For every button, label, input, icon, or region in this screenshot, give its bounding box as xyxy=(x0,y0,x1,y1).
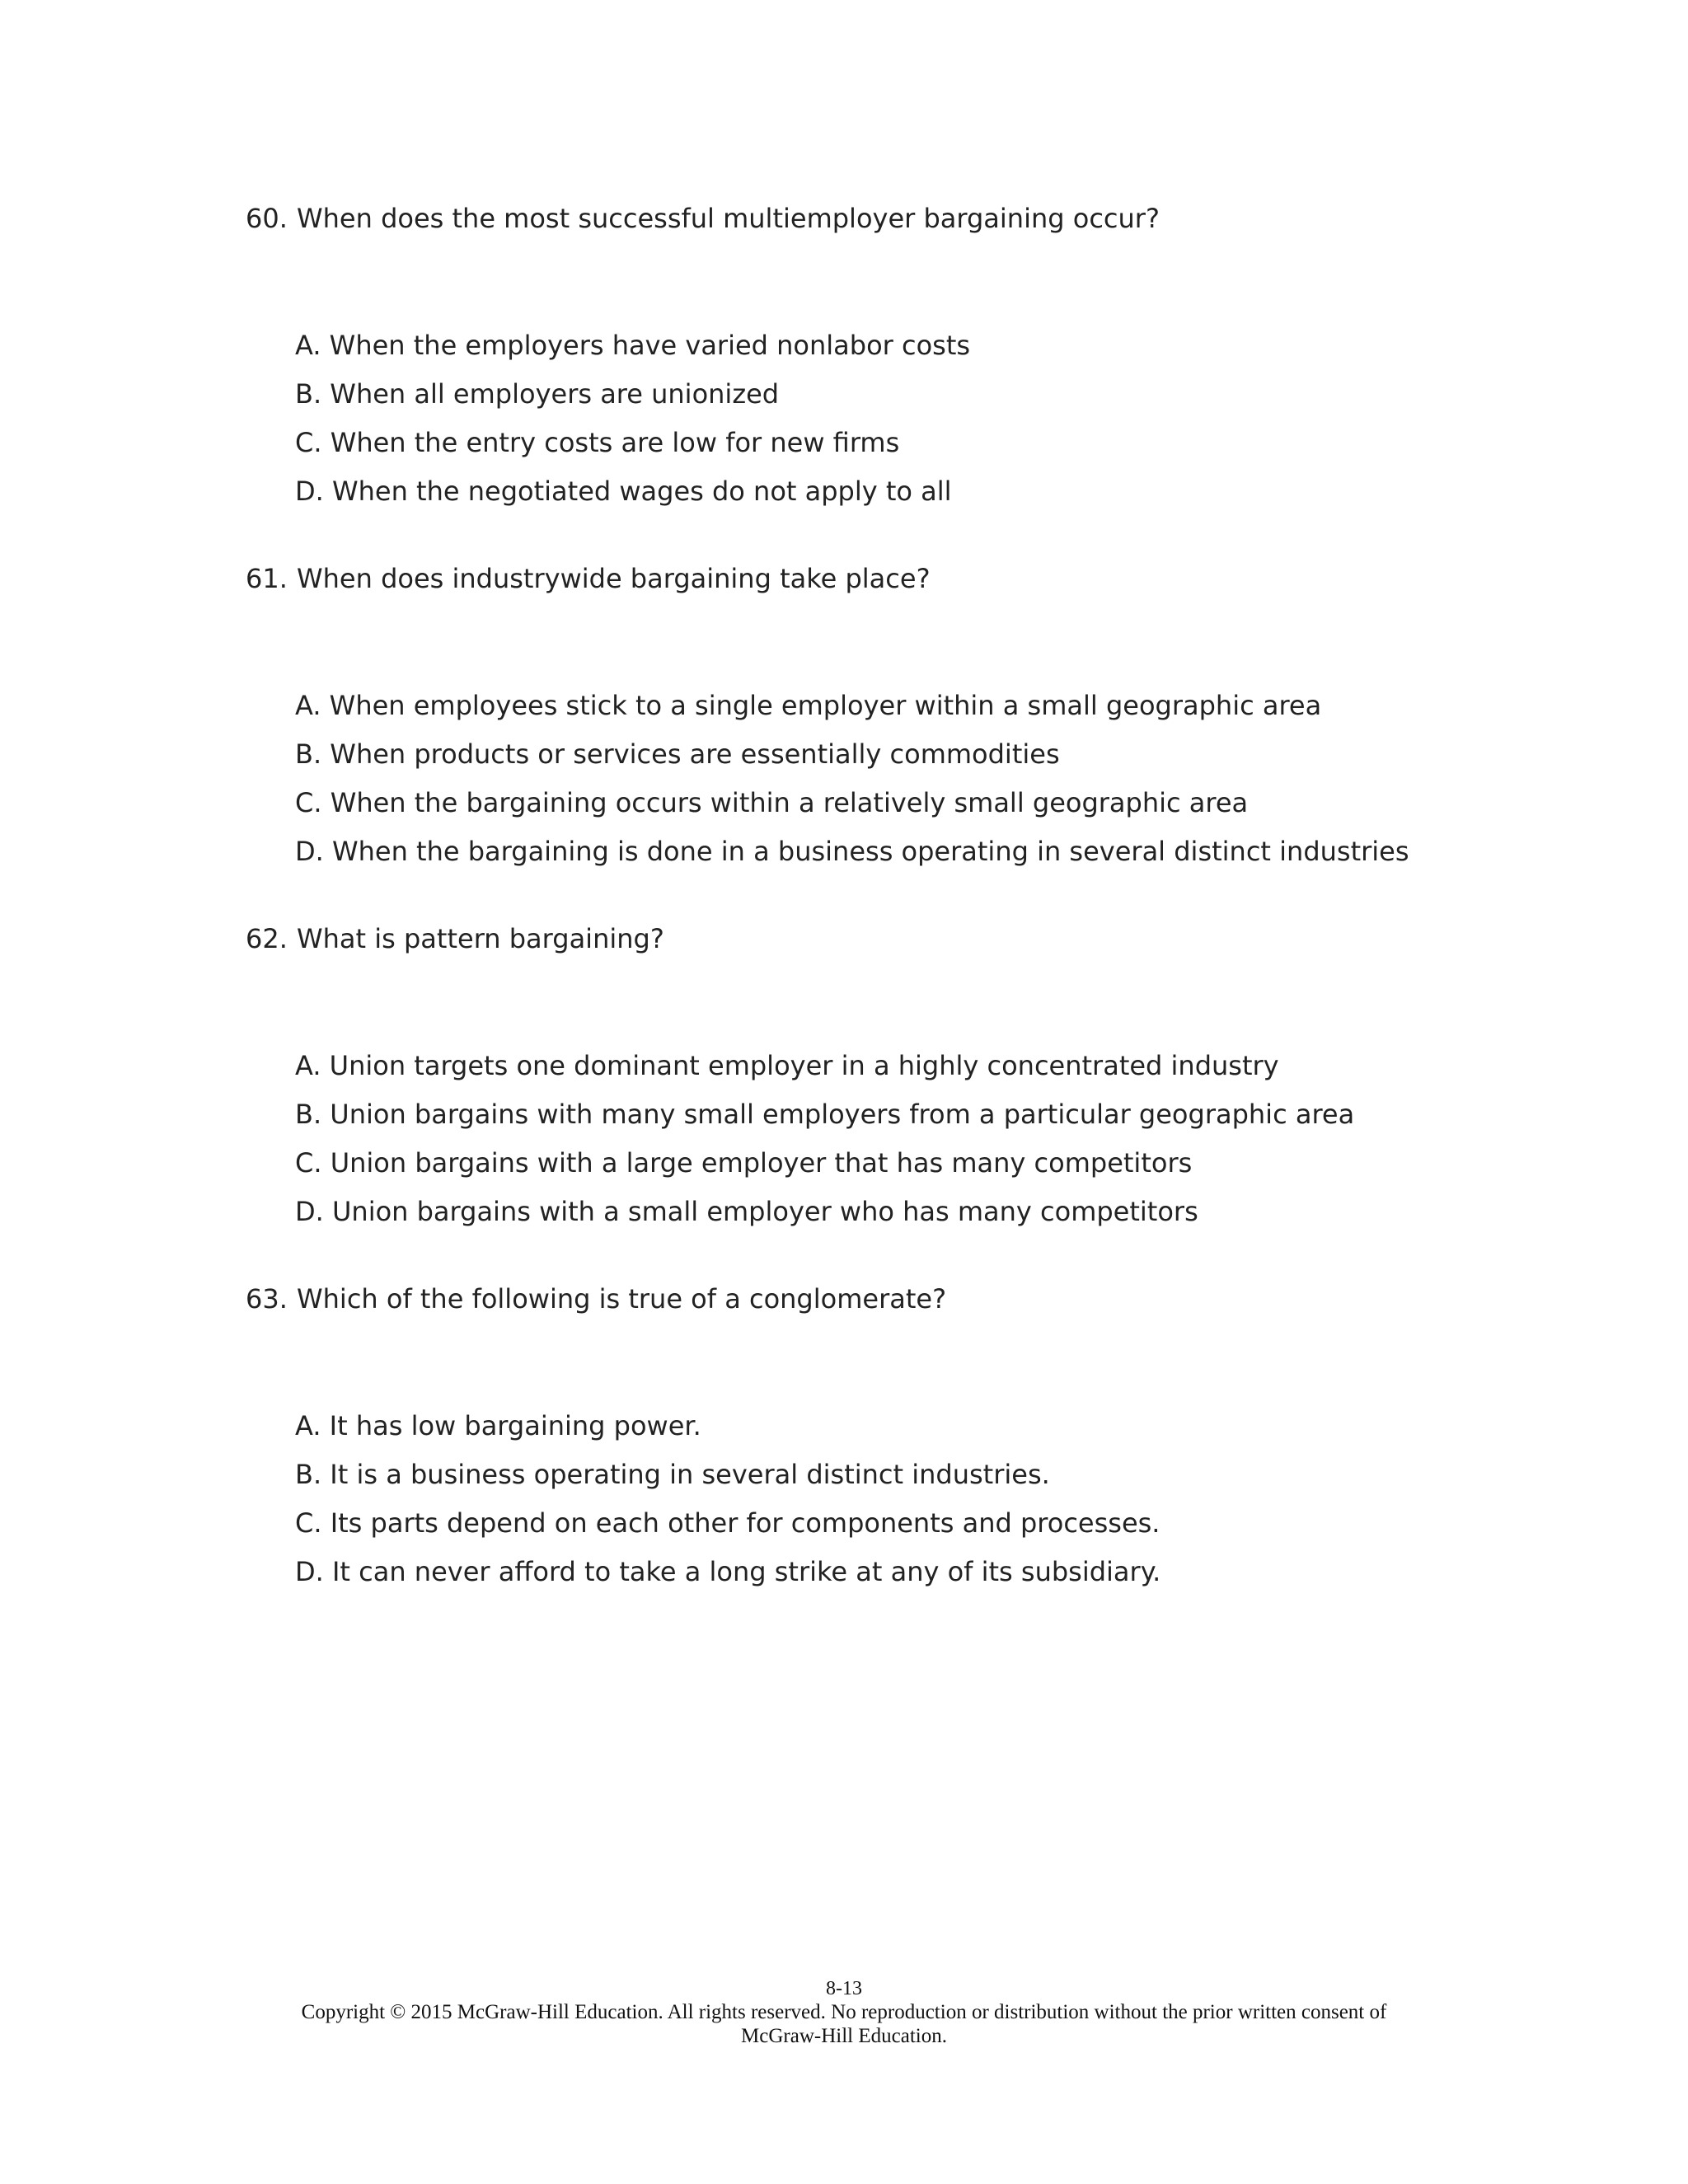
page-number: 8-13 xyxy=(826,1978,862,1999)
answer-option-d: D. When the negotiated wages do not apply to all xyxy=(295,476,952,507)
question-61 xyxy=(246,560,1564,869)
answer-option-c: C. Its parts depend on each other for components and processes. xyxy=(295,1507,1160,1539)
answer-option-d: D. Union bargains with a small employer who has many competitors xyxy=(295,1196,1198,1227)
answer-option-d: D. When the bargaining is done in a business operating in several distinct industries xyxy=(295,836,1409,867)
answer-option-c: C. When the entry costs are low for new firms xyxy=(295,427,900,458)
answer-option-d: D. It can never afford to take a long strike at any of its subsidiary. xyxy=(295,1556,1161,1587)
question-63 xyxy=(246,1281,1564,1590)
copyright-line: McGraw-Hill Education. xyxy=(741,2025,947,2047)
answer-options xyxy=(295,327,1564,509)
answer-option-a: A. Union targets one dominant employer in a highly concentrated industry xyxy=(295,1050,1279,1081)
answer-option-b: B. When products or services are essentially commodities xyxy=(295,738,1060,770)
question-stem xyxy=(246,1281,1564,1317)
answer-option-a: A. When employees stick to a single employer within a small geographic area xyxy=(295,690,1322,721)
question-text: What is pattern bargaining? xyxy=(297,923,664,954)
question-number: 62. xyxy=(246,923,288,954)
answer-option-a: A. When the employers have varied nonlabor costs xyxy=(295,330,971,361)
answer-options xyxy=(295,1047,1564,1230)
question-60 xyxy=(246,200,1564,509)
question-stem xyxy=(246,921,1564,957)
answer-options xyxy=(295,1408,1564,1590)
question-stem xyxy=(246,560,1564,597)
question-text: When does the most successful multiemployer bargaining occur? xyxy=(297,203,1160,234)
question-text: When does industrywide bargaining take place? xyxy=(297,563,931,594)
question-62 xyxy=(246,921,1564,1230)
question-number: 61. xyxy=(246,563,288,594)
question-text: Which of the following is true of a conglomerate? xyxy=(297,1283,947,1315)
copyright-line: Copyright © 2015 McGraw-Hill Education. All rights reserved. No reproduction or distribution without the prior written consent of xyxy=(301,2001,1387,2023)
answer-options xyxy=(295,687,1564,869)
question-number: 60. xyxy=(246,203,288,234)
answer-option-b: B. It is a business operating in several distinct industries. xyxy=(295,1459,1050,1490)
answer-option-c: C. Union bargains with a large employer that has many competitors xyxy=(295,1147,1193,1179)
answer-option-a: A. It has low bargaining power. xyxy=(295,1410,701,1441)
question-number: 63. xyxy=(246,1283,288,1315)
answer-option-b: B. Union bargains with many small employers from a particular geographic area xyxy=(295,1099,1355,1130)
answer-option-b: B. When all employers are unionized xyxy=(295,378,780,410)
answer-option-c: C. When the bargaining occurs within a relatively small geographic area xyxy=(295,787,1249,818)
question-stem xyxy=(246,200,1564,237)
copyright-notice xyxy=(0,2000,1688,2048)
